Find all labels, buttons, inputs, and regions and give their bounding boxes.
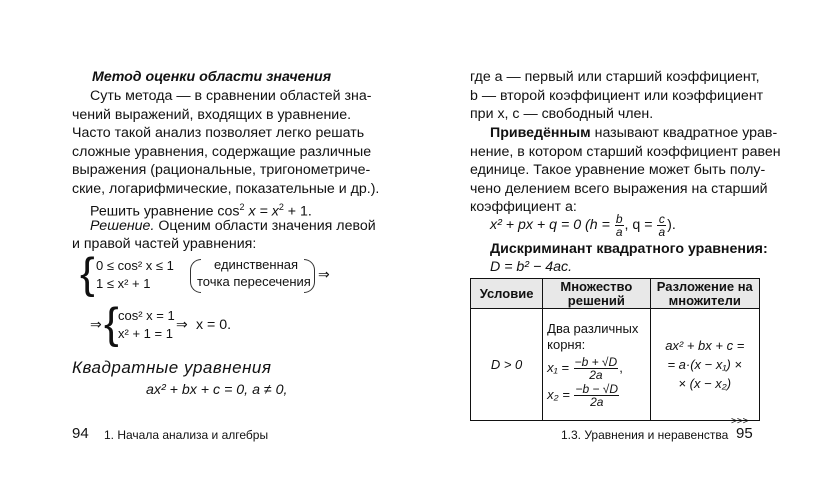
note-paren-right <box>304 259 315 293</box>
note-line-2: точка пересечения <box>197 274 311 289</box>
reduced-formula: x² + px + q = 0 (h = $\frac{b}{a}$ , q = $\frac{c}{a}$ ). <box>490 211 676 239</box>
fraction-b-over-a: $\frac{b}{a}$ <box>615 211 623 239</box>
reduced-line-3: единице. Такое уравнение может быть полу- <box>470 162 766 178</box>
reduced-line-1: Приведённым называют квадратное урав- <box>490 125 778 141</box>
footer-left: 1. Начала анализа и алгебры <box>104 428 269 442</box>
reduced-line-5: коэффициент a: <box>470 199 577 215</box>
reduced-line-4: чено делением всего выражения на старший <box>470 181 768 197</box>
solution-line-1: Решение. Оценим области значения левой <box>90 218 376 234</box>
system2-line1: cos² x = 1 <box>118 308 175 323</box>
top-line-3: при x, c — свободный член. <box>470 106 654 122</box>
root-x1: x₁ = $\frac{-b + √D}{2a}$ , <box>547 355 623 382</box>
footer-right: 1.3. Уравнения и неравенства <box>561 428 729 442</box>
cell-solutions: Два различных корня: x₁ = $\frac{-b + √D}{2a}$ , x₂ = $\frac{-b - √D}{2a}$ <box>543 309 650 421</box>
method-heading: Метод оценки области значения <box>92 69 332 85</box>
discriminant-table <box>470 278 760 421</box>
root-x2: x₂ = $\frac{-b - √D}{2a}$ <box>547 382 619 409</box>
discriminant-heading: Дискриминант квадратного уравнения: <box>490 241 768 257</box>
fraction-c-over-a: $\frac{c}{a}$ <box>658 211 666 239</box>
implies-arrow-1: ⇒ <box>318 267 330 283</box>
general-form: ax² + bx + c = 0, a ≠ 0, <box>146 382 288 398</box>
system2-brace: { <box>104 299 119 348</box>
cell-condition: D > 0 <box>471 309 543 421</box>
top-line-2: b — второй коэффициент или коэффициент <box>470 88 764 104</box>
page-number-right: 95 <box>736 425 753 442</box>
system1-line2: 1 ≤ x² + 1 <box>96 276 151 291</box>
implies-arrow-2: ⇒ <box>90 317 102 333</box>
right-page <box>410 0 820 503</box>
note-line-1: единственная <box>214 257 299 272</box>
para-line-2: чений выражений, входящих в уравнение. <box>72 107 352 123</box>
para-line-6: ские, логарифмические, показательные и др.). <box>72 181 380 197</box>
page-number-left: 94 <box>72 425 89 442</box>
reduced-line-2: нение, в котором старший коэффициент равен <box>470 144 781 160</box>
task-line: Решить уравнение $\cos^2 x = x^2 + 1$. <box>90 202 312 220</box>
discriminant-formula: D = b² − 4ac. <box>490 259 573 275</box>
para-line-5: выражения (рациональные, тригонометриче- <box>72 162 371 178</box>
header-condition: Условие <box>471 279 543 309</box>
system-brace: { <box>80 249 95 298</box>
header-solutions: Множество решений <box>543 279 650 309</box>
para-line-4: сложные уравнения, содержащие различные <box>72 144 372 160</box>
para-line-3: Часто такой анализ позволяет легко решать <box>72 125 365 141</box>
para-line-1: Суть метода — в сравнении областей зна- <box>90 88 372 104</box>
more-marker: >>> <box>731 416 749 427</box>
system2-line2: x² + 1 = 1 <box>118 326 173 341</box>
section-title: Квадратные уравнения <box>72 358 272 377</box>
cell-factorization: ax² + bx + c = = a·(x − x₁) × × (x − x₂) <box>650 309 760 421</box>
top-line-1: где a — первый или старший коэффициент, <box>470 69 760 85</box>
result: x = 0. <box>196 317 232 333</box>
header-factorization: Разложение на множители <box>650 279 760 309</box>
implies-arrow-3: ⇒ <box>176 317 188 333</box>
solution-line-2: и правой частей уравнения: <box>72 236 257 252</box>
system1-line1: 0 ≤ cos² x ≤ 1 <box>96 258 174 273</box>
